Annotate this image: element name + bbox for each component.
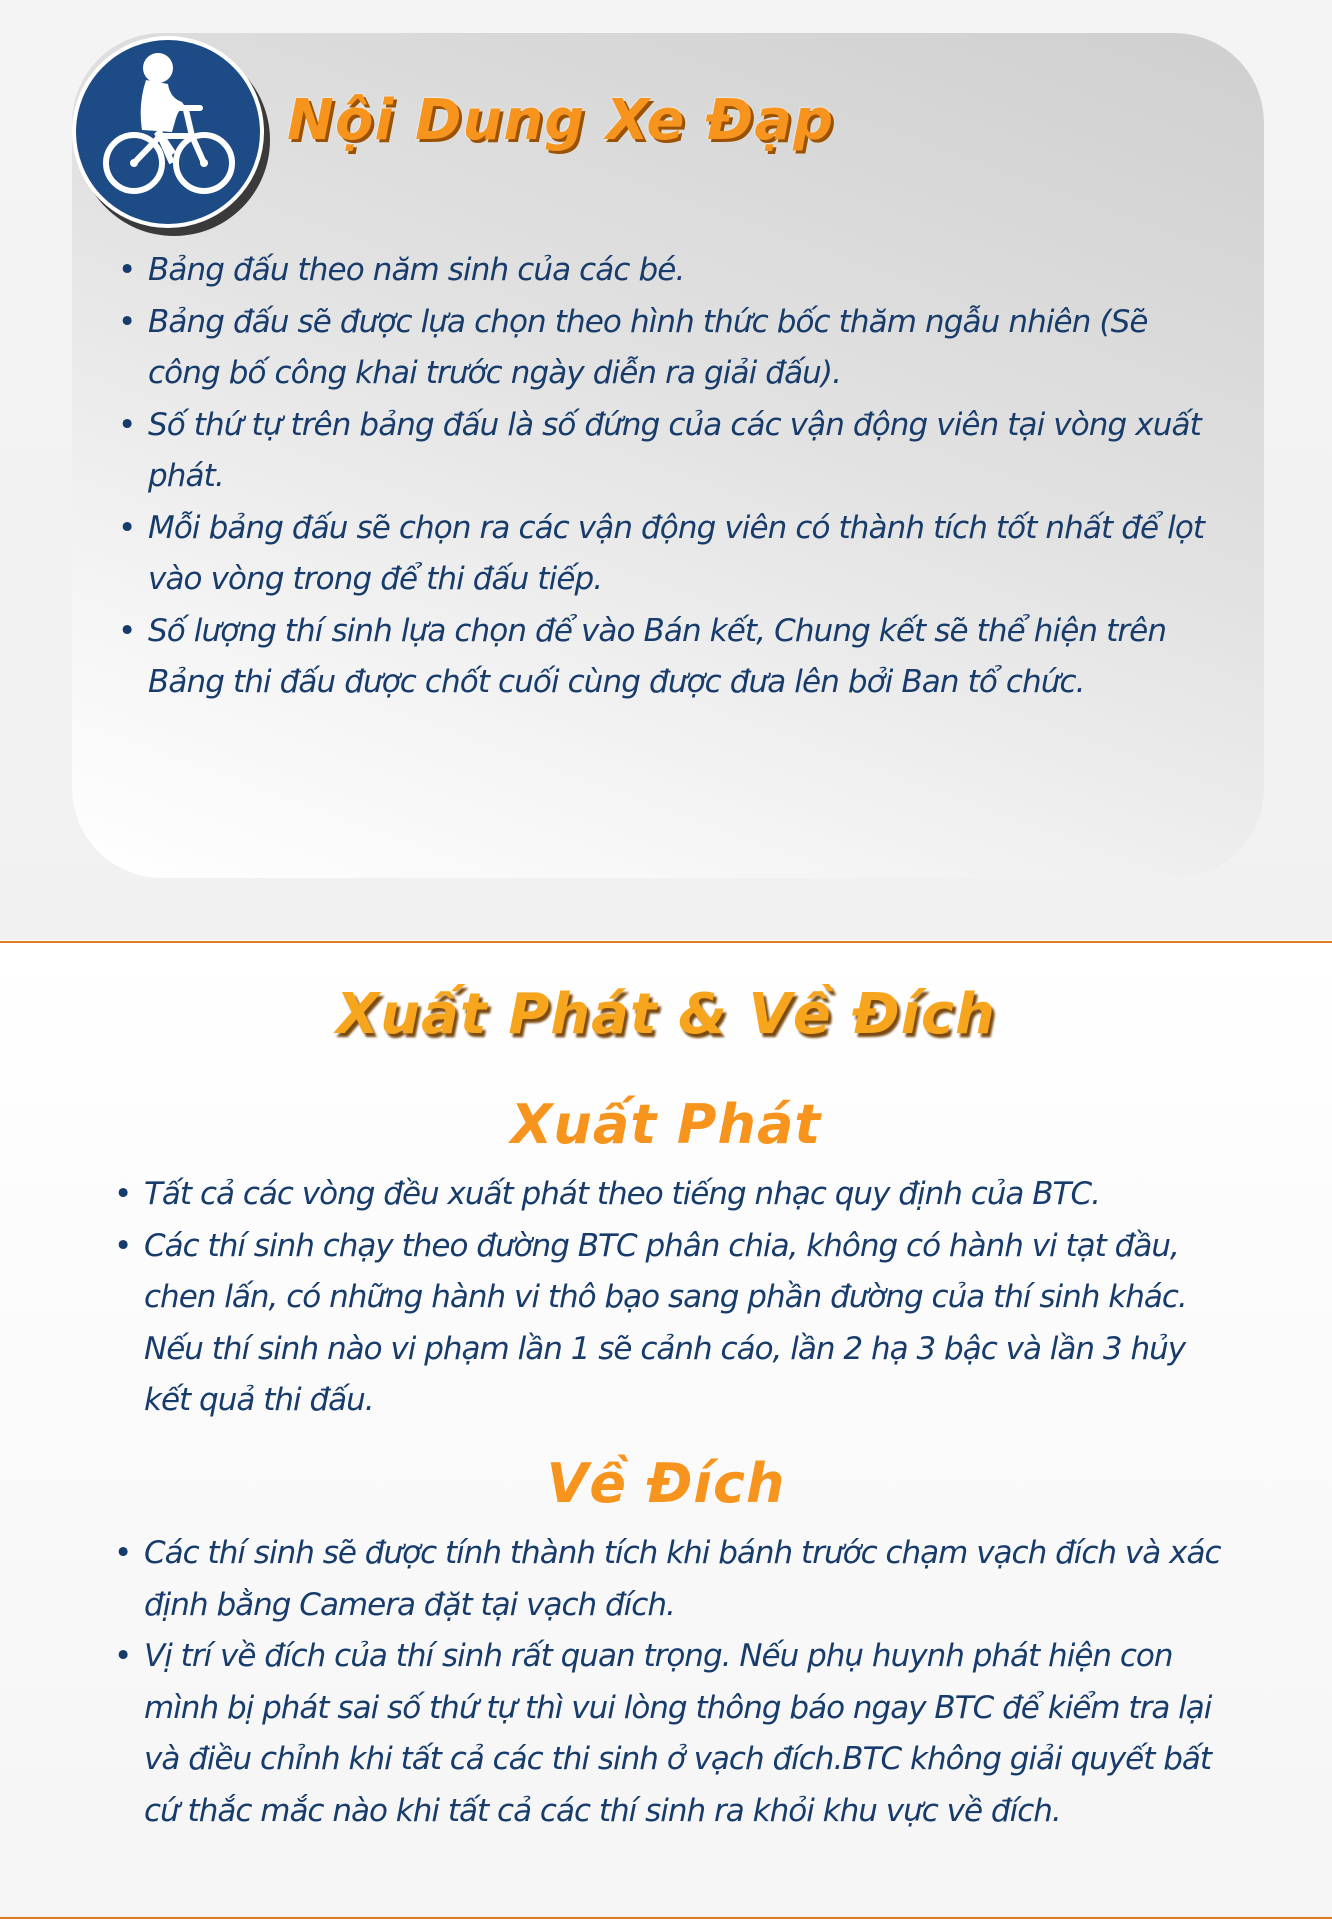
start-rules-list [114, 1169, 1224, 1427]
section-title-bicycle: Nội Dung Xe Đạp [287, 88, 835, 153]
finish-rules-list [114, 1528, 1224, 1837]
section-title-start-finish: Xuất Phát & Về Đích [336, 982, 996, 1047]
list-item: • Tất cả các vòng đều xuất phát theo tiếng nhạc quy định của BTC. [114, 1169, 1224, 1221]
list-item: • Bảng đấu sẽ được lựa chọn theo hình thức bốc thăm ngẫu nhiên (Sẽ công bố công khai trước ngày diễn ra giải đấu). [118, 297, 1218, 400]
bottom-divider [0, 1917, 1332, 1919]
section-divider [0, 941, 1332, 943]
list-item: • Các thí sinh sẽ được tính thành tích khi bánh trước chạm vạch đích và xác định bằng Camera đặt tại vạch đích. [114, 1528, 1224, 1631]
list-item: • Vị trí về đích của thí sinh rất quan trọng. Nếu phụ huynh phát hiện con mình bị phát sai số thứ tự thì vui lòng thông báo ngay BTC để kiểm tra lại và điều chỉnh khi tất cả các thi sinh ở vạch đích.BTC không giải quyết bất cứ thắc mắc nào khi tất cả các thí sinh ra khỏi khu vực về đích. [114, 1631, 1224, 1837]
subtitle-start: Xuất Phát [510, 1093, 822, 1156]
list-item: • Các thí sinh chạy theo đường BTC phân chia, không có hành vi tạt đầu, chen lấn, có những hành vi thô bạo sang phần đường của thí sinh khác. Nếu thí sinh nào vi phạm lần 1 sẽ cảnh cáo, lần 2 hạ 3 bậc và lần 3 hủy kết quả thi đấu. [114, 1221, 1224, 1427]
list-item: • Mỗi bảng đấu sẽ chọn ra các vận động viên có thành tích tốt nhất để lọt vào vòng trong để thi đấu tiếp. [118, 503, 1218, 606]
list-item: • Số thứ tự trên bảng đấu là số đứng của các vận động viên tại vòng xuất phát. [118, 400, 1218, 503]
bicycle-rules-list [118, 245, 1218, 709]
subtitle-finish: Về Đích [546, 1452, 786, 1515]
list-item: • Bảng đấu theo năm sinh của các bé. [118, 245, 1218, 297]
child-bicycle-icon [72, 36, 264, 228]
list-item: • Số lượng thí sinh lựa chọn để vào Bán kết, Chung kết sẽ thể hiện trên Bảng thi đấu được chốt cuối cùng được đưa lên bởi Ban tổ chức. [118, 606, 1218, 709]
